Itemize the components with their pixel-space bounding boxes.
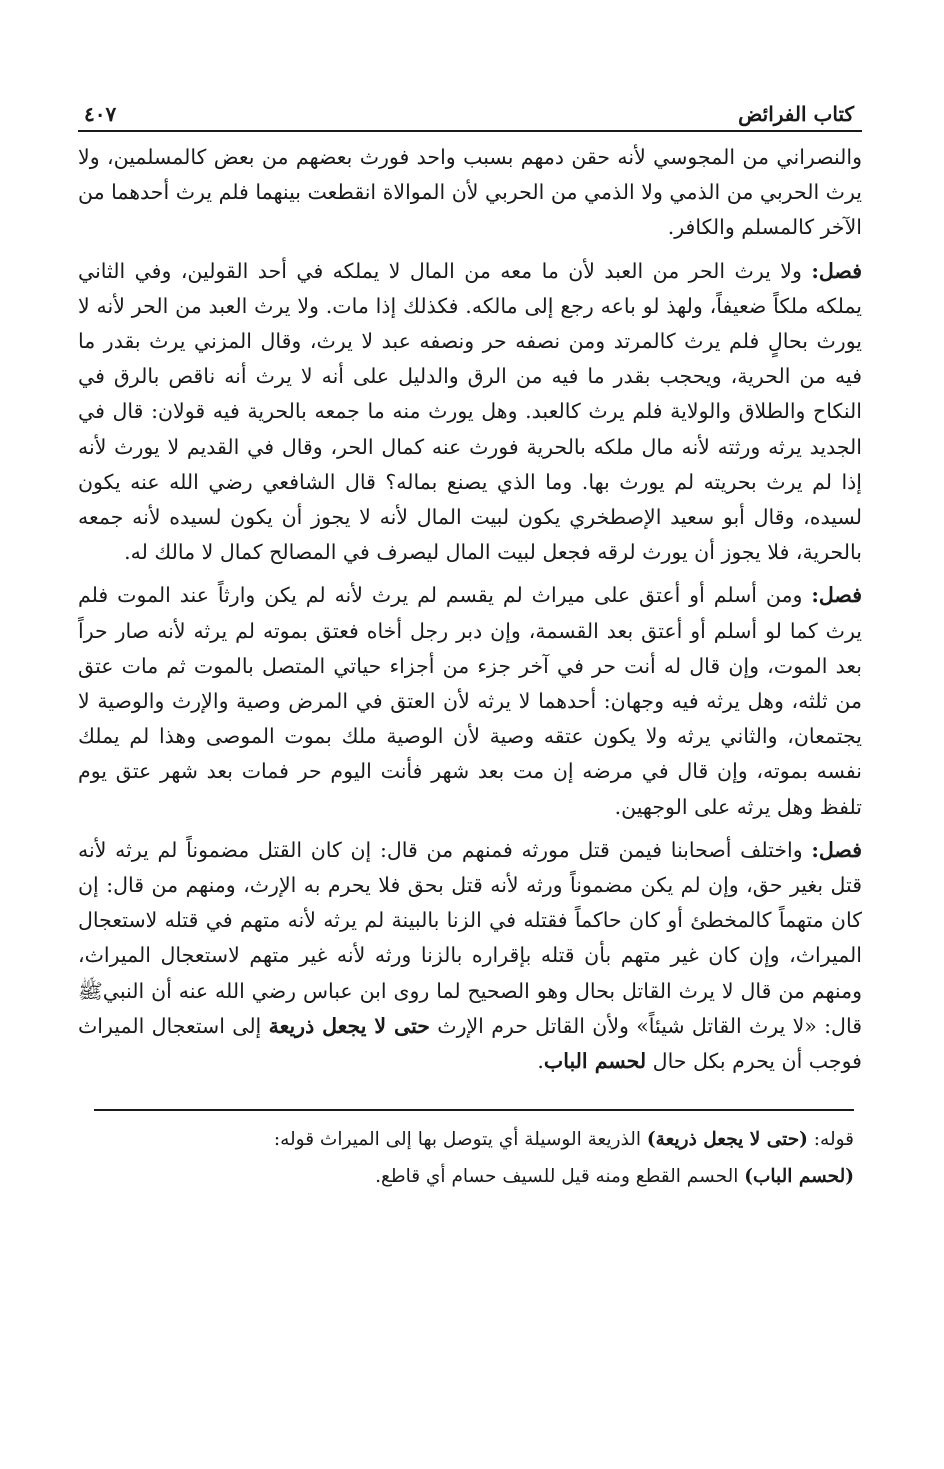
- paragraph-text: واختلف أصحابنا فيمن قتل مورثه فمنهم من قال: إن كان القتل مضموناً لم يرثه لأنه قتل بغير حق، وإن لم يكن مضموناً ورثه لأنه قتل بحق فلا يحرم به الإرث، ومنهم من قال: إن كان متهماً كالمخطئ أو كان حاكماً فقتله في الزنا بالبينة لم يرثه لأنه متهم في قتله لاستعجال الميراث، وإن كان غير متهم بأن قتله بإقراره بالزنا ورثه لأنه غير متهم لاستعجال الميراث، ومنهم من قال لا يرث القاتل بحال وهو الصحيح لما روى ابن عباس رضي الله عنه أن النبيﷺ قال: «لا يرث القاتل شيئاً» ولأن القاتل حرم الإرث: [78, 837, 863, 1038]
- bold-phrase: لحسم الباب: [543, 1049, 647, 1074]
- footnote-text: قوله:: [807, 1129, 854, 1151]
- footnote-line-1: [78, 1121, 862, 1158]
- book-title: كتاب الفرائض: [738, 102, 854, 126]
- paragraph-fasl-2: [78, 578, 862, 824]
- section-lead: فصل:: [811, 583, 862, 608]
- paragraph-text-continued: إلى استعجال الميراث فوجب أن يحرم بكل حال: [78, 1013, 862, 1074]
- footnote-rule: [94, 1109, 854, 1111]
- paragraph-text: والنصراني من المجوسي لأنه حقن دمهم بسبب واحد فورث بعضهم من بعض كالمسلمين، ولا يرث الحربي من الذمي ولا الذمي من الحربي لأن الموالاة انقطعت بينهما فلم يرث أحدهما من الآخر كالمسلم والكافر.: [78, 145, 862, 240]
- footnote-text: الحسم القطع ومنه قيل للسيف حسام أي قاطع.: [375, 1166, 745, 1188]
- bold-phrase: حتى لا يجعل ذريعة: [268, 1013, 430, 1038]
- section-lead: فصل:: [811, 837, 862, 862]
- footnote-line-2: [78, 1158, 862, 1195]
- footnote-text: الذريعة الوسيلة أي يتوصل بها إلى الميراث قوله:: [273, 1129, 647, 1151]
- book-page: [78, 84, 862, 1195]
- paragraph-fasl-1: [78, 254, 862, 571]
- page-header: [78, 84, 862, 130]
- header-rule: [78, 130, 862, 132]
- paragraph-intro: [78, 140, 862, 246]
- paragraph-fasl-3: [78, 833, 862, 1079]
- paragraph-end: .: [537, 1049, 544, 1074]
- footnote-term: (حتى لا يجعل ذريعة): [646, 1129, 808, 1151]
- footnote-term: (لحسم الباب): [744, 1166, 854, 1188]
- page-number: ٤٠٧: [84, 102, 117, 126]
- paragraph-text: ولا يرث الحر من العبد لأن ما معه من المال لا يملكه في أحد القولين، وفي الثاني يملكه ملكاً ضعيفاً، ولهذ لو باعه رجع إلى مالكه. فكذلك إذا مات. ولا يرث العبد من الحر لأنه لا يورث بحالٍ فلم يرث كالمرتد ومن نصفه حر ونصفه عبد لا يرث، وقال المزني يرث بقدر ما فيه من الحرية، ويحجب بقدر ما فيه من الرق والدليل على أنه لا يرث أنه ناقص بالرق في النكاح والطلاق والولاية فلم يرث كالعبد. وهل يورث منه ما جمعه بالحرية فيه قولان: قال في الجديد يرثه ورثته لأنه مال ملكه بالحرية فورث عنه كمال الحر، وقال في القديم لا يورث لأنه إذا لم يرث بحريته لم يورث بها. وما الذي يصنع بماله؟ قال الشافعي رضي الله عنه يكون لسيده، وقال أبو سعيد الإصطخري يكون لبيت المال لأنه لا يجوز أن يكون لسيده لأنه جمعه بالحرية، فلا يجوز أن يورث لرقه فجعل لبيت المال ليصرف في المصالح كمال لا مالك له.: [78, 258, 862, 565]
- paragraph-text: ومن أسلم أو أعتق على ميراث لم يقسم لم يرث لأنه لم يكن وارثاً عند الموت فلم يرث كما لو أسلم أو أعتق بعد القسمة، وإن دبر رجل أخاه فعتق بموته لم يرثه لأنه صار حراً بعد الموت، وإن قال له أنت حر في آخر جزء من أجزاء حياتي المتصل بالموت ثم مات عتق من ثلثه، وهل يرثه فيه وجهان: أحدهما لا يرثه لأن العتق في المرض وصية والإرث والوصية لا يجتمعان، والثاني يرثه ولا يكون عتقه وصية لأن الوصية ملك بموت الموصى وهذا لم يملك نفسه بموته، وإن قال في مرضه إن مت بعد شهر فأنت اليوم حر فمات بعد شهر عتق يوم تلفظ وهل يرثه على الوجهين.: [78, 583, 862, 819]
- section-lead: فصل:: [811, 258, 862, 283]
